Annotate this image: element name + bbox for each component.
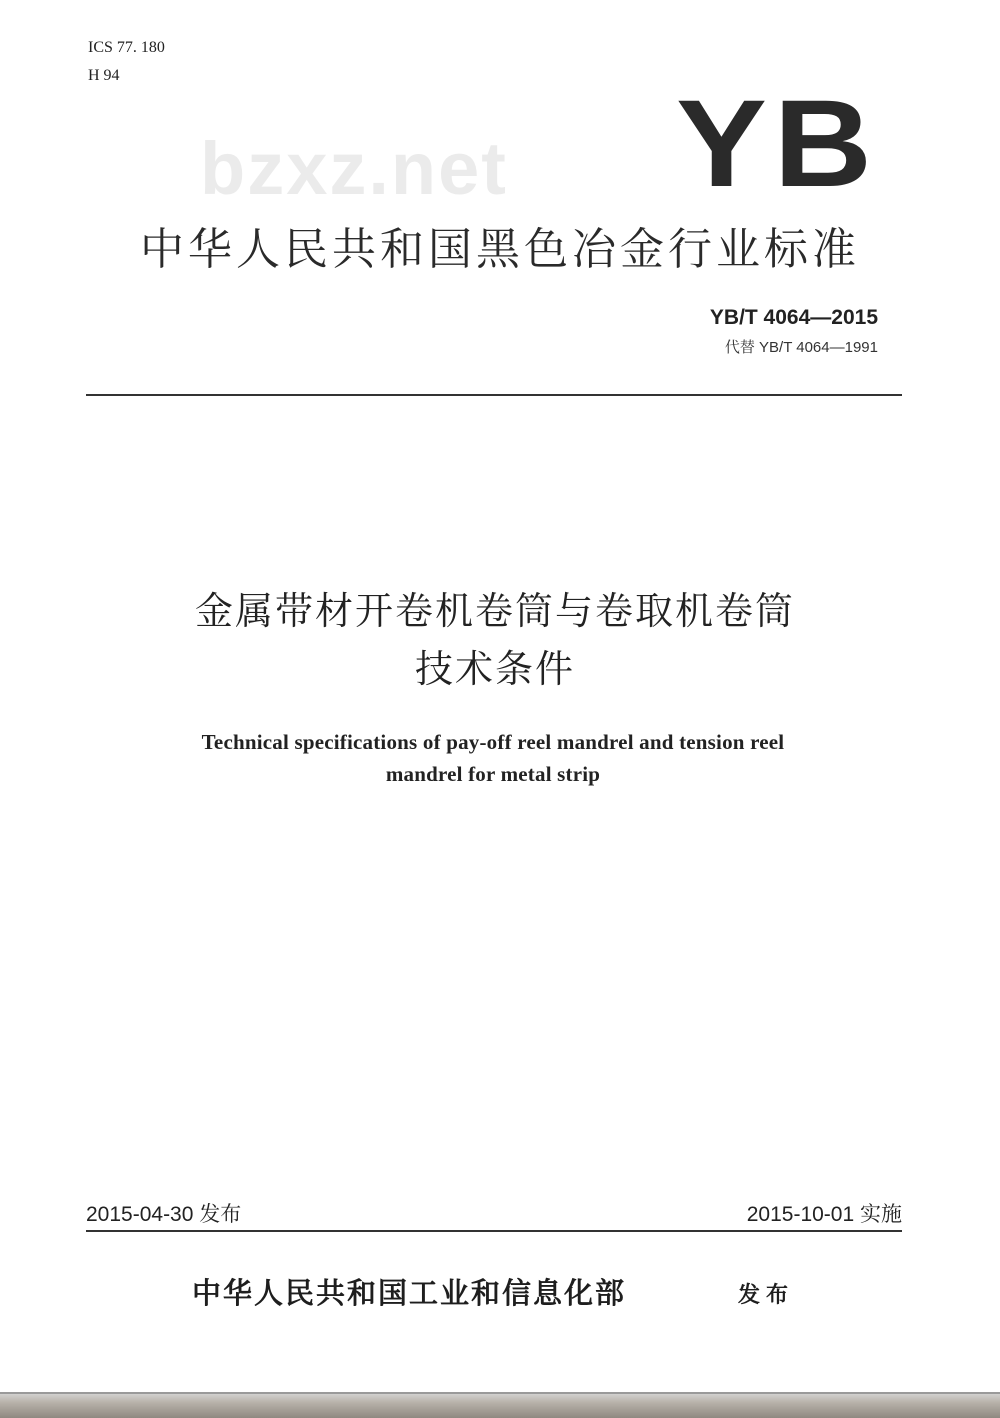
ics-code: ICS 77. 180 xyxy=(88,39,165,56)
footer-divider xyxy=(86,1230,902,1232)
header-divider xyxy=(86,394,902,396)
replaces-standard: 代替 YB/T 4064—1991 xyxy=(724,339,878,356)
title-en-line-2: mandrel for metal strip xyxy=(385,762,601,786)
yb-logo: YB xyxy=(676,75,879,213)
title-en-line-1: Technical specifications of pay-off reel mandrel and tension reel xyxy=(201,730,785,754)
industry-standard-title: 中华人民共和国黑色冶金行业标准 xyxy=(140,224,860,275)
issue-date: 2015-04-30 发布 xyxy=(86,1203,242,1226)
title-cn-line-1: 金属带材开卷机卷筒与卷取机卷筒 xyxy=(194,589,795,633)
implementation-date: 2015-10-01 实施 xyxy=(746,1203,902,1226)
issuing-authority: 中华人民共和国工业和信息化部 xyxy=(192,1276,627,1310)
standard-number: YB/T 4064—2015 xyxy=(709,306,878,329)
scan-edge-line xyxy=(0,1392,1000,1394)
issue-action: 发布 xyxy=(738,1283,795,1308)
scan-bottom-edge xyxy=(0,1392,1000,1418)
ccs-code: H 94 xyxy=(88,67,120,84)
title-cn-line-2: 技术条件 xyxy=(414,647,575,691)
watermark: bzxz.net xyxy=(200,127,508,210)
